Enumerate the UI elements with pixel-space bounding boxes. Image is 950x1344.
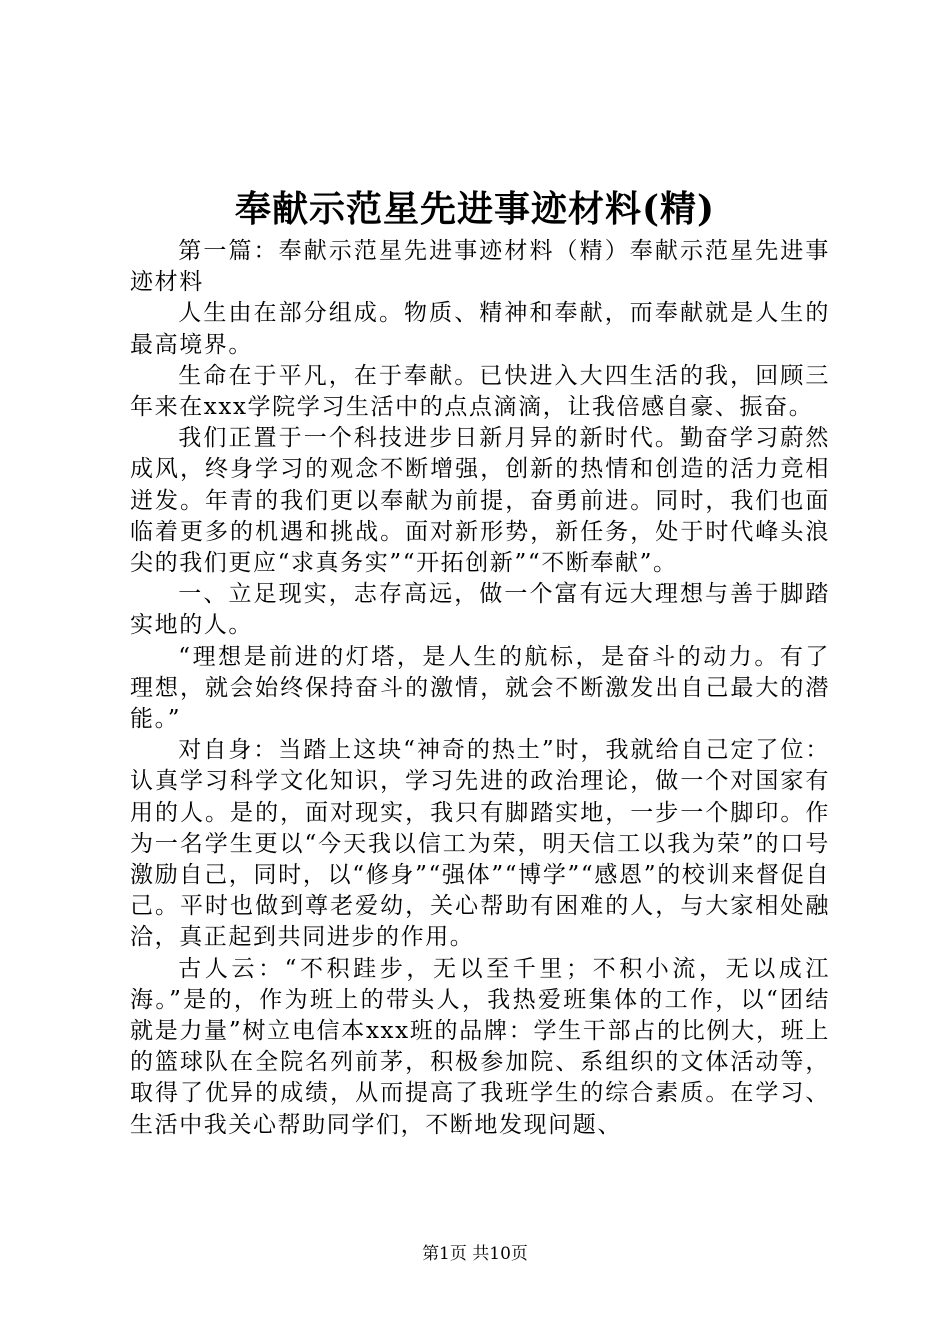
paragraph: 第一篇：奉献示范星先进事迹材料（精）奉献示范星先进事迹材料 — [130, 238, 830, 296]
paragraph: 生命在于平凡，在于奉献。已快进入大四生活的我，回顾三年来在xxx学院学习生活中的点点滴滴，让我倍感自豪、振奋。 — [130, 362, 830, 421]
paragraph: 古人云：“不积跬步，无以至千里；不积小流，无以成江海。”是的，作为班上的带头人，我热爱班集体的工作，以“团结就是力量”树立电信本xxx班的品牌：学生干部占的比例大，班上的篮球队在全院名列前茅，积极参加院、系组织的文体活动等，取得了优异的成绩，从而提高了我班学生的综合素质。在学习、生活中我关心帮助同学们，不断地发现问题、 — [130, 955, 830, 1138]
paragraph: 人生由在部分组成。物质、精神和奉献，而奉献就是人生的最高境界。 — [130, 300, 830, 358]
paragraph: 一、立足现实，志存高远，做一个富有远大理想与善于脚踏实地的人。 — [130, 581, 830, 639]
paragraph: 对自身：当踏上这块“神奇的热土”时，我就给自己定了位：认真学习科学文化知识，学习先进的政治理论，做一个对国家有用的人。是的，面对现实，我只有脚踏实地，一步一个脚印。作为一名学生更以“今天我以信工为荣，明天信工以我为荣”的口号激励自己，同时，以“修身”“强体”“博学”“感恩”的校训来督促自己。平时也做到尊老爱幼，关心帮助有困难的人，与大家相处融洽，真正起到共同进步的作用。 — [130, 737, 830, 951]
paragraph: “理想是前进的灯塔，是人生的航标，是奋斗的动力。有了理想，就会始终保持奋斗的激情，就会不断激发出自己最大的潜能。” — [130, 643, 830, 733]
document-body — [130, 236, 830, 1141]
paragraph: 我们正置于一个科技进步日新月异的新时代。勤奋学习蔚然成风，终身学习的观念不断增强，创新的热情和创造的活力竞相迸发。年青的我们更以奉献为前提，奋勇前进。同时，我们也面临着更多的机遇和挑战。面对新形势，新任务，处于时代峰头浪尖的我们更应“求真务实”“开拓创新”“不断奉献”。 — [130, 425, 830, 577]
page-number-footer: 第1页 共10页 — [422, 1244, 528, 1264]
document-title: 奉献示范星先进事迹材料(精) — [234, 188, 716, 230]
